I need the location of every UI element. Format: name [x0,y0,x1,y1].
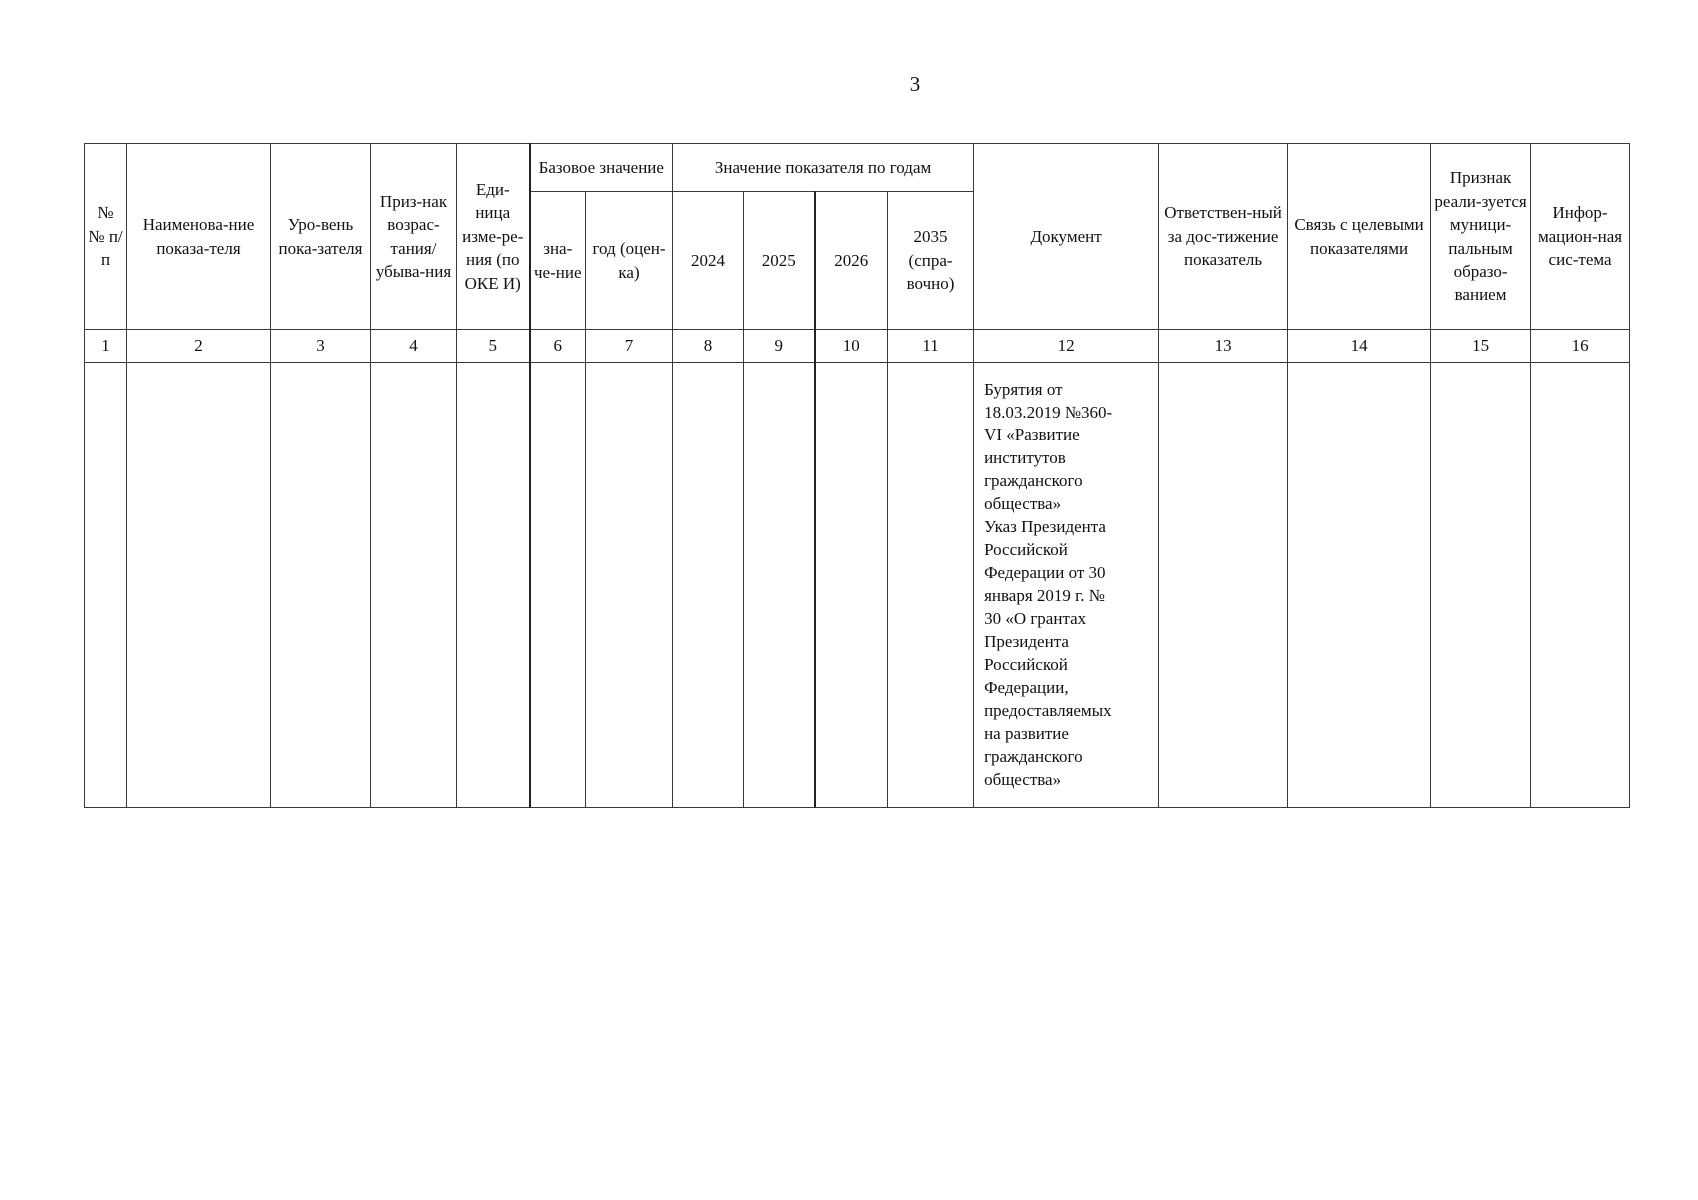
column-number-row [85,330,1630,363]
document-line: Бурятия от [984,379,1063,399]
document-line: 18.03.2019 №360- [984,402,1113,422]
document-line: гражданского [984,471,1083,491]
cell-responsible [1159,363,1288,808]
header-unit: Еди-ница изме-ре-ния (по ОКЕ И) [457,144,530,330]
header-year-2035: 2035 (спра-вочно) [888,192,974,330]
document-line: общества» [984,494,1062,514]
document-line: 30 «О грантах [984,608,1087,628]
cell-trend [371,363,457,808]
document-line: Президента [984,631,1069,651]
column-number: 3 [271,330,371,363]
cell-name [127,363,271,808]
column-number: 7 [586,330,673,363]
document-line: Федерации, [984,677,1069,697]
cell-level [271,363,371,808]
header-year-2025: 2025 [744,192,815,330]
column-number: 14 [1288,330,1431,363]
column-number: 12 [974,330,1159,363]
table-row [85,363,1630,808]
column-number: 13 [1159,330,1288,363]
cell-base-year [586,363,673,808]
header-trend: Приз-нак возрас-тания/ убыва-ния [371,144,457,330]
cell-link [1288,363,1431,808]
cell-document [974,363,1159,808]
column-number: 1 [85,330,127,363]
column-number: 11 [888,330,974,363]
header-base-value: зна-че-ние [530,192,586,330]
column-number: 2 [127,330,271,363]
header-base-group: Базовое значение [530,144,673,192]
document-line: Указ Президента [984,517,1106,537]
document-line: VI «Развитие [984,425,1080,445]
cell-municipal [1431,363,1531,808]
header-year-2024: 2024 [673,192,744,330]
cell-year-2026 [815,363,888,808]
cell-num [85,363,127,808]
column-number: 4 [371,330,457,363]
column-number: 8 [673,330,744,363]
header-info-system: Инфор-мацион-ная сис-тема [1531,144,1630,330]
header-num: № № п/ п [85,144,127,330]
column-number: 15 [1431,330,1531,363]
header-municipal: Признак реали-зуется муници-пальным образо-ванием [1431,144,1531,330]
column-number: 6 [530,330,586,363]
column-number: 16 [1531,330,1630,363]
indicators-table [84,143,1630,808]
document-line: общества» [984,769,1062,789]
header-base-year: год (оцен-ка) [586,192,673,330]
cell-base-value [530,363,586,808]
column-number: 5 [457,330,530,363]
header-document: Документ [974,144,1159,330]
column-number: 9 [744,330,815,363]
header-responsible: Ответствен-ный за дос-тижение показатель [1159,144,1288,330]
document-line: января 2019 г. № [984,586,1105,605]
column-number: 10 [815,330,888,363]
document-line: на развитие [984,723,1069,743]
document-line: гражданского [984,746,1083,766]
cell-info-system [1531,363,1630,808]
cell-unit [457,363,530,808]
document-line: предоставляемых [984,700,1112,720]
header-name: Наименова-ние показа-теля [127,144,271,330]
page-number: 3 [909,72,921,96]
header-year-2026: 2026 [815,192,888,330]
cell-year-2025 [744,363,815,808]
document-line: Российской [984,654,1068,674]
header-row [85,144,1630,192]
cell-year-2024 [673,363,744,808]
header-years-group: Значение показателя по годам [673,144,974,192]
document-line: институтов [984,448,1066,468]
document-line: Российской [984,540,1068,560]
document-line: Федерации от 30 [984,563,1106,583]
header-level: Уро-вень пока-зателя [271,144,371,330]
cell-year-2035 [888,363,974,808]
header-link: Связь с целевыми показателями [1288,144,1431,330]
